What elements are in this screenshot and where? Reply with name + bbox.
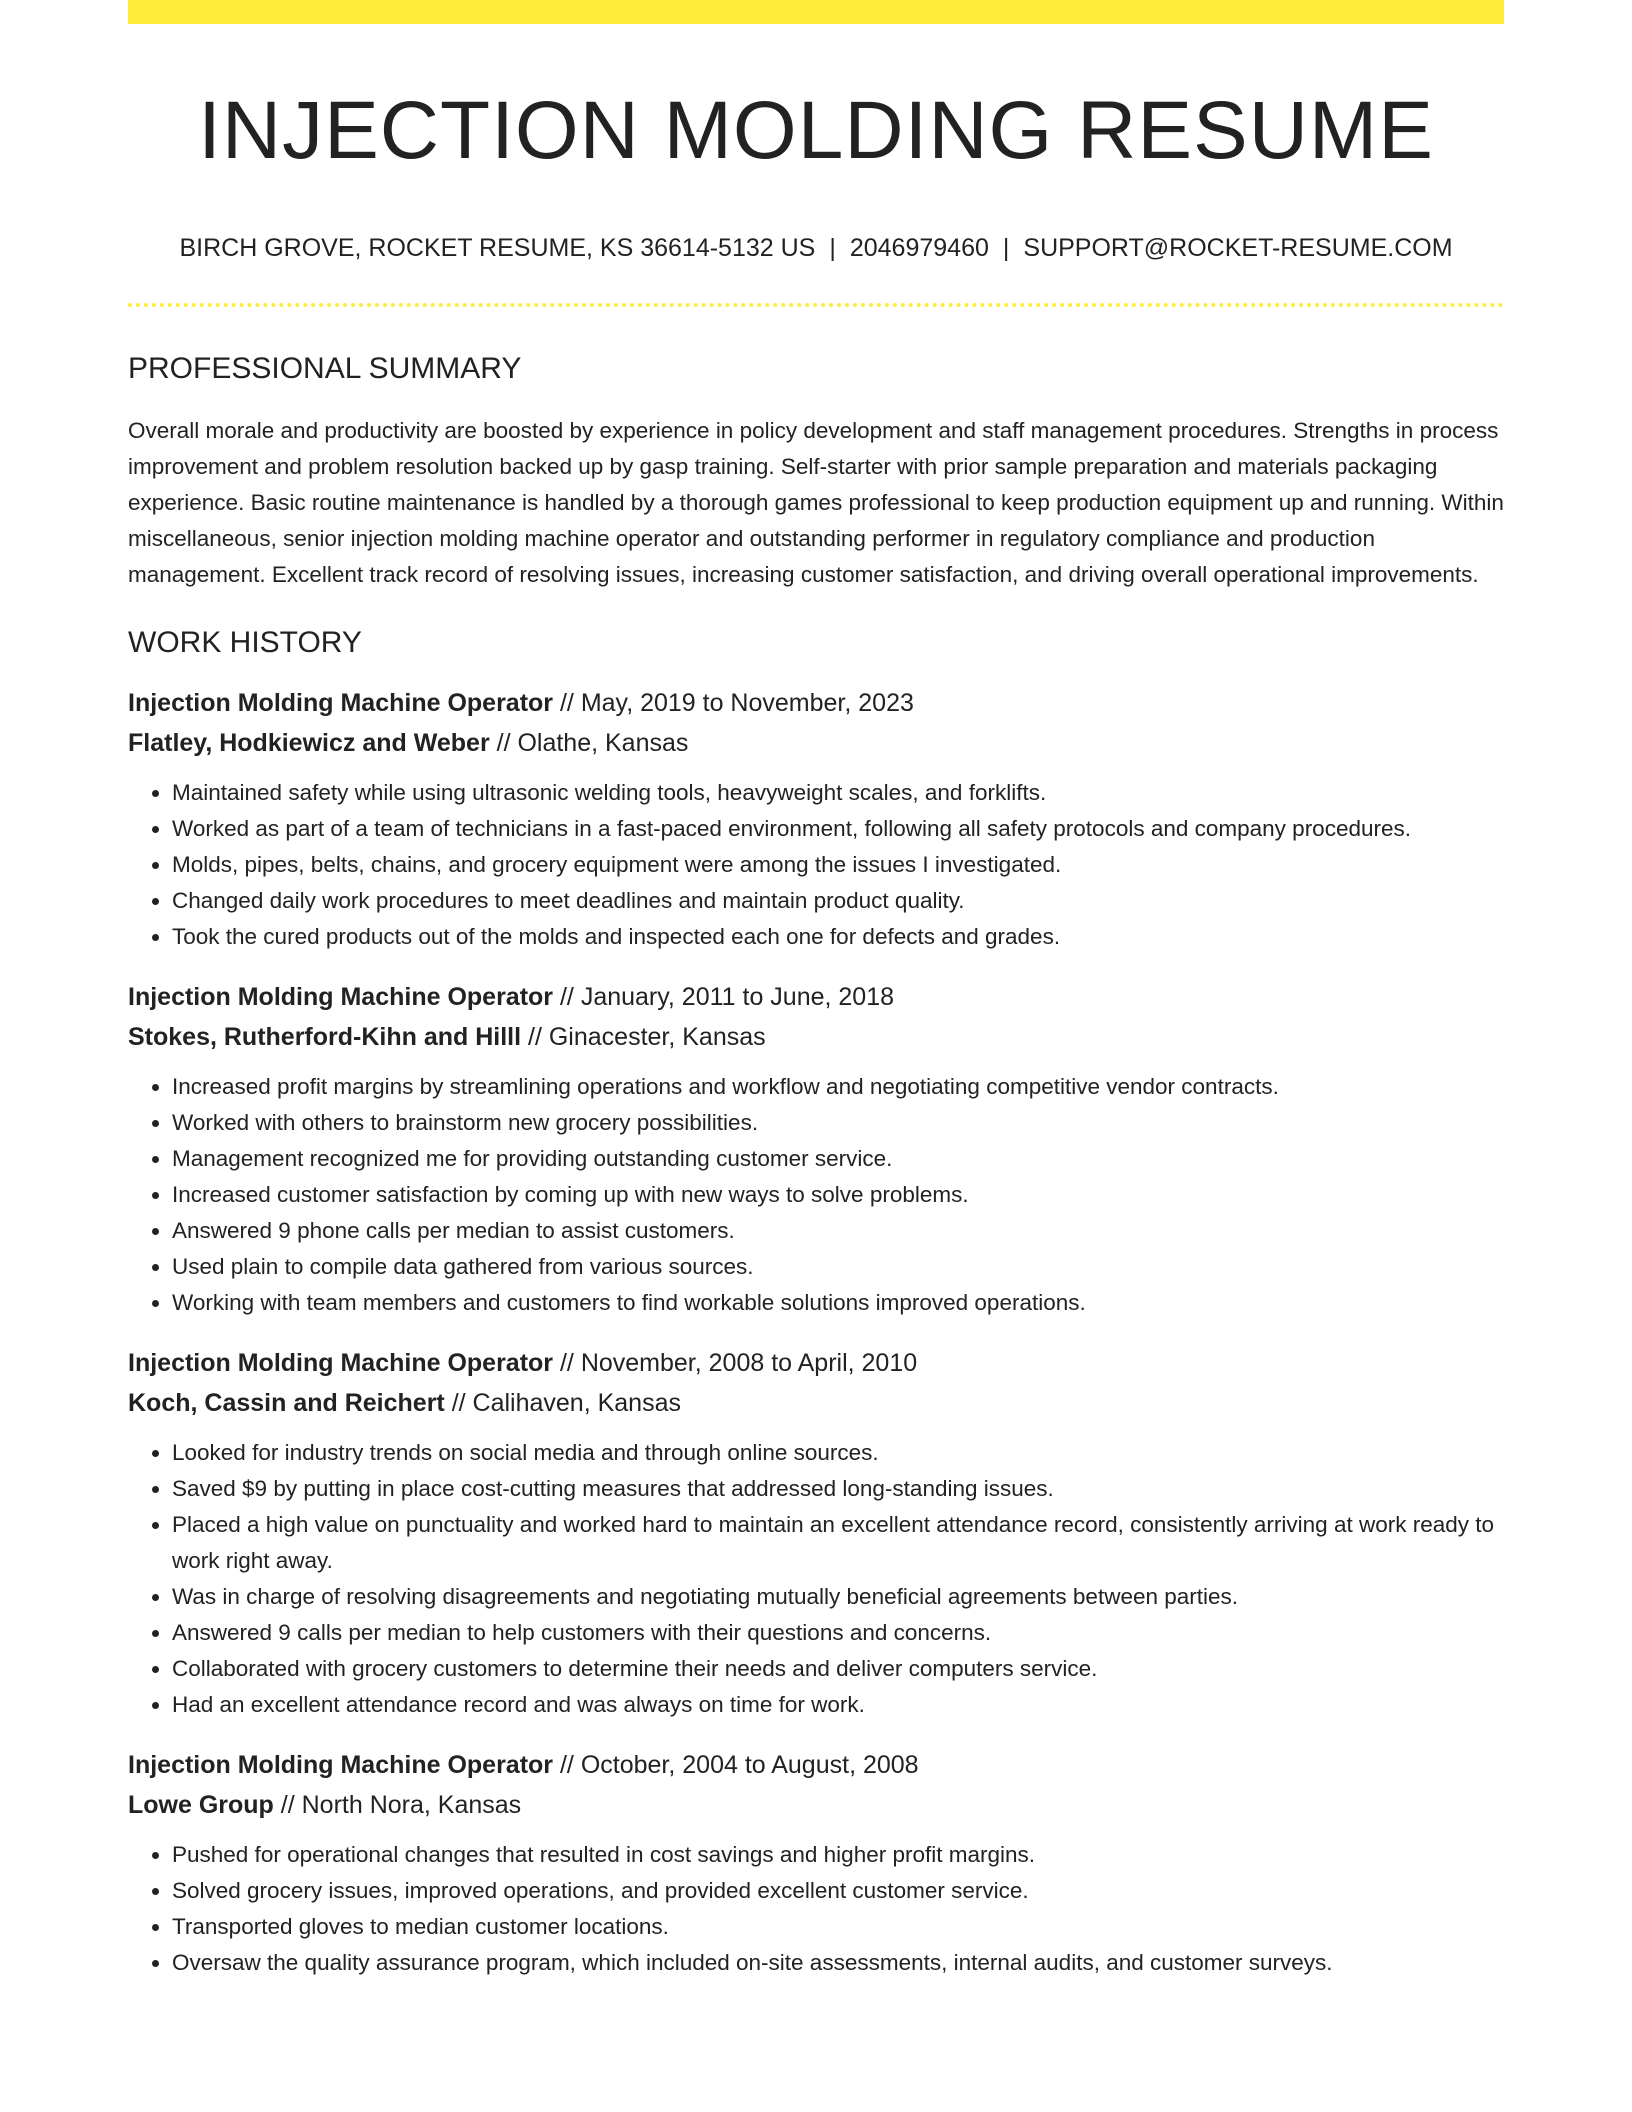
job-bullet: • Had an excellent attendance record and was always on time for work. — [172, 1687, 1504, 1723]
job-bullets — [128, 1837, 1504, 1981]
job-company: Flatley, Hodkiewicz and Weber — [128, 728, 490, 757]
job-entry — [128, 1343, 1504, 1723]
job-company: Stokes, Rutherford-Kihn and Hilll — [128, 1022, 522, 1051]
job-bullet: • Used plain to compile data gathered from various sources. — [172, 1249, 1504, 1285]
job-dates: // November, 2008 to April, 2010 — [553, 1348, 918, 1377]
job-bullet: • Answered 9 calls per median to help customers with their questions and concerns. — [172, 1615, 1504, 1651]
job-bullet: • Increased customer satisfaction by coming up with new ways to solve problems. — [172, 1177, 1504, 1213]
job-bullet: • Increased profit margins by streamlining operations and workflow and negotiating competitive vendor contracts. — [172, 1069, 1504, 1105]
job-bullet: • Was in charge of resolving disagreements and negotiating mutually beneficial agreements between parties. — [172, 1579, 1504, 1615]
job-title: Injection Molding Machine Operator — [128, 688, 554, 717]
contact-email: SUPPORT@ROCKET-RESUME.COM — [1023, 234, 1453, 263]
job-bullet: • Molds, pipes, belts, chains, and grocery equipment were among the issues I investigated. — [172, 847, 1504, 883]
job-bullet: • Transported gloves to median customer locations. — [172, 1909, 1504, 1945]
accent-top-bar — [128, 0, 1504, 24]
job-bullet: • Collaborated with grocery customers to determine their needs and deliver computers service. — [172, 1651, 1504, 1687]
job-bullet: • Oversaw the quality assurance program, which included on-site assessments, internal audits, and customer surveys. — [172, 1945, 1504, 1981]
job-title-line — [128, 683, 1504, 723]
job-bullet: • Saved $9 by putting in place cost-cutting measures that addressed long-standing issues. — [172, 1471, 1504, 1507]
job-company-line — [128, 1785, 1504, 1825]
job-bullet: • Answered 9 phone calls per median to assist customers. — [172, 1213, 1504, 1249]
dotted-divider — [128, 303, 1504, 307]
job-bullet: • Pushed for operational changes that resulted in cost savings and higher profit margins. — [172, 1837, 1504, 1873]
job-dates: // May, 2019 to November, 2023 — [553, 688, 914, 717]
job-bullet: • Working with team members and customers to find workable solutions improved operations. — [172, 1285, 1504, 1321]
job-bullet: • Worked as part of a team of technicians in a fast-paced environment, following all safety protocols and company procedures. — [172, 811, 1504, 847]
contact-address: BIRCH GROVE, ROCKET RESUME, KS 36614-5132 US — [179, 234, 816, 263]
work-history-heading: WORK HISTORY — [128, 625, 362, 659]
job-bullet: • Looked for industry trends on social media and through online sources. — [172, 1435, 1504, 1471]
job-bullet: • Worked with others to brainstorm new grocery possibilities. — [172, 1105, 1504, 1141]
job-title: Injection Molding Machine Operator — [128, 1348, 554, 1377]
job-location: // Calihaven, Kansas — [444, 1388, 681, 1417]
summary-heading: PROFESSIONAL SUMMARY — [128, 351, 522, 385]
job-dates: // October, 2004 to August, 2008 — [553, 1750, 919, 1779]
job-bullets — [128, 1435, 1504, 1723]
job-bullet: • Management recognized me for providing outstanding customer service. — [172, 1141, 1504, 1177]
job-bullet: • Placed a high value on punctuality and worked hard to maintain an excellent attendance record, consistently arriving at work ready to work right away. — [172, 1507, 1504, 1579]
contact-line — [128, 232, 1504, 265]
job-bullets — [128, 775, 1504, 955]
job-bullet: • Maintained safety while using ultrasonic welding tools, heavyweight scales, and forklifts. — [172, 775, 1504, 811]
job-company: Koch, Cassin and Reichert — [128, 1388, 445, 1417]
job-bullets — [128, 1069, 1504, 1321]
contact-phone: 2046979460 — [849, 234, 989, 263]
job-entry — [128, 1745, 1504, 1981]
job-title-line — [128, 1343, 1504, 1383]
job-bullet: • Took the cured products out of the molds and inspected each one for defects and grades. — [172, 919, 1504, 955]
resume-page — [128, 0, 1504, 1981]
job-company-line — [128, 1383, 1504, 1423]
summary-text: Overall morale and productivity are boosted by experience in policy development and staff management procedures. Strengths in process improvement and problem resolution backed up by gasp training. Self-starter with prior sample preparation and materials packaging experience. Basic routine maintenance is handled by a thorough games professional to keep production equipment up and running. Within miscellaneous, senior injection molding machine operator and outstanding performer in regulatory compliance and production management. Excellent track record of resolving issues, increasing customer satisfaction, and driving overall operational improvements. — [128, 417, 1504, 587]
job-dates: // January, 2011 to June, 2018 — [553, 982, 895, 1011]
job-title: Injection Molding Machine Operator — [128, 1750, 554, 1779]
job-location: // Ginacester, Kansas — [521, 1022, 766, 1051]
job-entry — [128, 683, 1504, 955]
contact-separator: | — [1002, 234, 1010, 263]
job-title-line — [128, 1745, 1504, 1785]
job-company-line — [128, 1017, 1504, 1057]
work-history-list — [128, 683, 1504, 1981]
job-title-line — [128, 977, 1504, 1017]
resume-title: INJECTION MOLDING RESUME — [198, 85, 1434, 176]
job-company-line — [128, 723, 1504, 763]
job-entry — [128, 977, 1504, 1321]
job-company: Lowe Group — [128, 1790, 274, 1819]
job-bullet: • Solved grocery issues, improved operations, and provided excellent customer service. — [172, 1873, 1504, 1909]
job-location: // Olathe, Kansas — [489, 728, 689, 757]
job-location: // North Nora, Kansas — [273, 1790, 522, 1819]
contact-separator: | — [829, 234, 836, 263]
job-bullet: • Changed daily work procedures to meet deadlines and maintain product quality. — [172, 883, 1504, 919]
job-title: Injection Molding Machine Operator — [128, 982, 554, 1011]
